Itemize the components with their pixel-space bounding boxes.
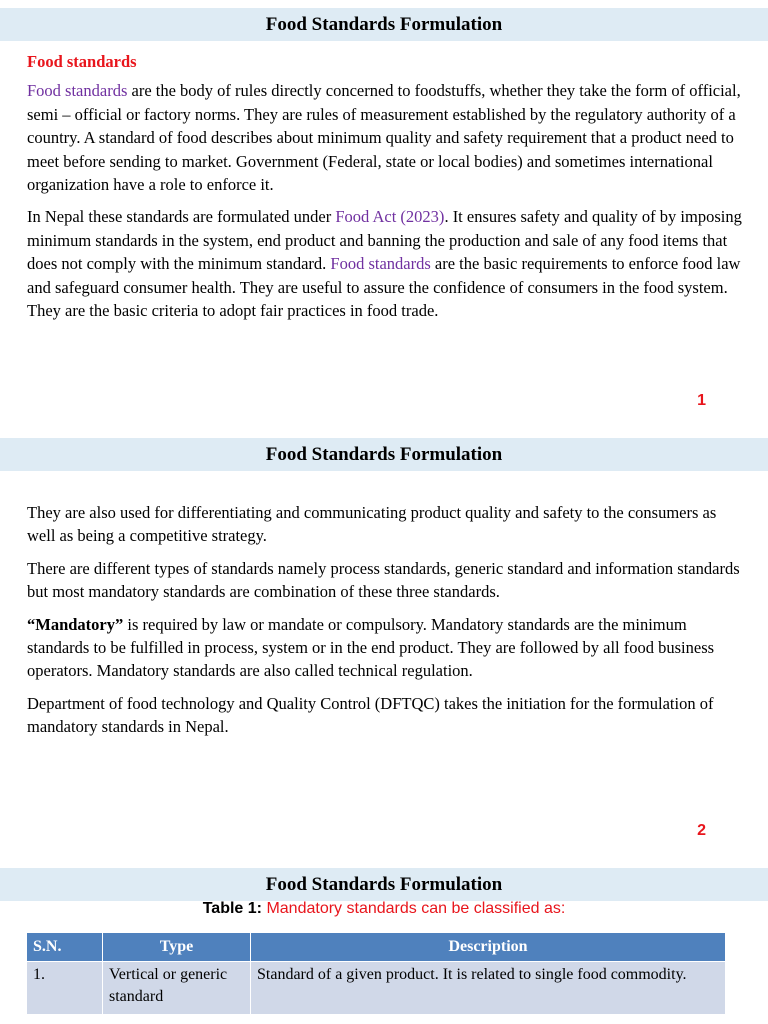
paragraph-text: are the body of rules directly concerned to foodstuffs, whether they take the form of official, semi – official or factory norms. They are rules of measurement established by the regulatory authority of a country. A standard of food describes about minimum quality and safety requirement that a product need to meet before sending to market. Government (Federal, state or local bodies) and sometimes international organization have a role to enforce it. <box>27 81 741 195</box>
paragraph: Department of food technology and Quality Control (DFTQC) takes the initiation for the formulation of mandatory standards in Nepal. <box>27 693 714 737</box>
slide-title: Food Standards Formulation <box>0 8 768 41</box>
paragraph <box>27 613 743 683</box>
paragraph: There are different types of standards namely process standards, generic standard and information standards but most mandatory standards are combination of these three standards. <box>27 558 740 602</box>
cell-sn: 1. <box>27 962 103 1015</box>
cell-description: Standard of a given product. It is related to single food commodity. <box>251 962 726 1015</box>
paragraph <box>27 205 743 322</box>
paragraph: They are also used for differentiating and communicating product quality and safety to the consumers as well as being a competitive strategy. <box>27 503 717 546</box>
slide-content <box>27 50 743 331</box>
table-caption <box>0 900 768 918</box>
slide-title: Food Standards Formulation <box>0 868 768 901</box>
paragraph-text: In Nepal these standards are formulated under <box>27 207 336 227</box>
header-sn: S.N. <box>27 933 103 962</box>
table-header-row <box>27 933 726 962</box>
cell-type: Vertical or generic standard <box>103 962 251 1015</box>
paragraph-text: . It ensures safety and quality of by imposing minimum standards in the system, end product and banning the production and sale of any food items that does not comply with the minimum standard. <box>27 207 742 274</box>
table-row <box>27 962 726 1015</box>
term-link: Food Act (2023) <box>335 207 445 227</box>
page-number: 2 <box>697 822 706 839</box>
caption-label: Table 1: <box>202 900 262 917</box>
slide-content <box>27 501 743 748</box>
caption-text: Mandatory standards can be classified as: <box>266 900 566 917</box>
paragraph-text: is required by law or mandate or compulsory. Mandatory standards are the minimum standards to be fulfilled in process, system or in the end product. They are followed by all food business operators. Mandatory standards are also called technical regulation. <box>27 614 715 681</box>
standards-table <box>26 932 726 1015</box>
slide-title: Food Standards Formulation <box>0 438 768 471</box>
paragraph <box>27 79 743 196</box>
slide-1 <box>0 0 768 430</box>
slide-2 <box>0 430 768 860</box>
paragraph-text: are the basic requirements to enforce food law and safeguard consumer health. They are useful to assure the confidence of consumers in the food system. They are the basic criteria to adopt fair practices in food trade. <box>27 254 741 321</box>
header-type: Type <box>103 933 251 962</box>
slide-3 <box>0 860 768 1024</box>
section-heading: Food standards <box>27 52 137 71</box>
term-link: Food standards <box>330 254 431 274</box>
header-description: Description <box>251 933 726 962</box>
page-number: 1 <box>697 392 706 409</box>
term-link: Food standards <box>27 81 128 101</box>
bold-term: “Mandatory” <box>27 614 124 634</box>
